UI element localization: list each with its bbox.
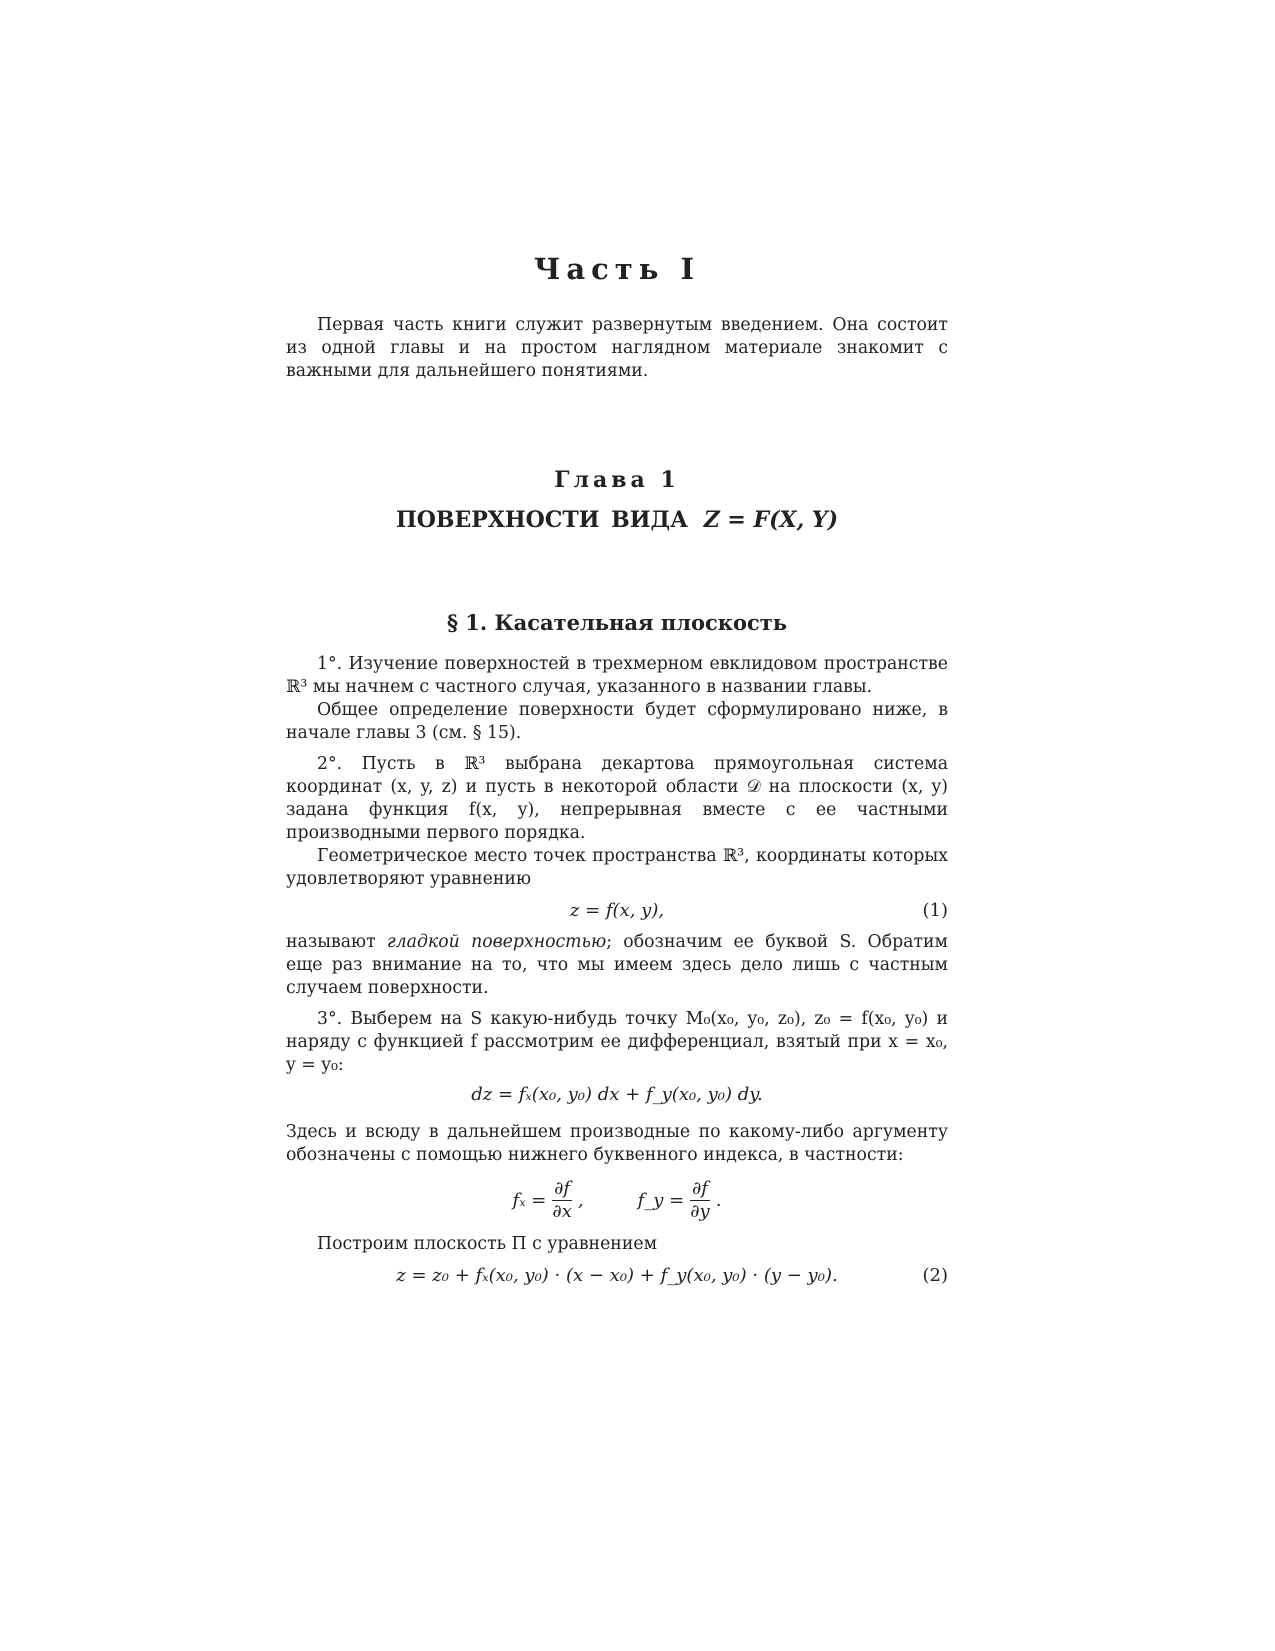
paragraph-3: 2°. Пусть в ℝ³ выбрана декартова прямоугольная система координат (x, y, z) и пусть в некоторой области 𝒟 на плоскости (x, y) задана функция f(x, y), непрерывная вместе с ее частными производными первого порядка. (286, 754, 948, 843)
part-title: Часть I (533, 252, 701, 286)
chapter-label: Глава 1 (554, 467, 680, 493)
fy-numerator: ∂f (691, 1177, 708, 1199)
paragraph-5 (286, 931, 948, 1000)
equation-1-body: z = f(x, y), (569, 900, 665, 921)
equation-1 (286, 891, 948, 931)
fx-lhs: fₓ = (512, 1189, 547, 1211)
paragraph-7: Здесь и всюду в дальнейшем производные по какому-либо аргументу обозначены с помощью нижнего буквенного индекса, в частности: (286, 1122, 948, 1165)
paragraph-6: 3°. Выберем на S какую-нибудь точку M₀(x₀, y₀, z₀), z₀ = f(x₀, y₀) и наряду с функцией f рассмотрим ее дифференциал, взятый при x = x₀, y = y₀: (286, 1009, 948, 1075)
partial-derivative-notation (286, 1167, 948, 1233)
paragraph-1: 1°. Изучение поверхностей в трехмерном евклидовом пространстве ℝ³ мы начнем с частного случая, указанного в названии главы. (286, 654, 948, 697)
section-title: § 1. Касательная плоскость (446, 610, 788, 635)
fy-denominator: ∂y (690, 1200, 710, 1222)
paragraph-8: Построим плоскость Π с уравнением (317, 1234, 658, 1254)
equation-1-number: (1) (922, 900, 948, 921)
equation-2-body: z = z₀ + fₓ(x₀, y₀) · (x − x₀) + f_y(x₀, y₀) · (y − y₀). (396, 1265, 838, 1286)
paragraph-2: Общее определение поверхности будет сформулировано ниже, в начале главы 3 (см. § 15). (286, 700, 948, 743)
section-body (286, 653, 948, 1296)
equation-2 (286, 1256, 948, 1296)
chapter-title (286, 507, 948, 533)
part-intro: Первая часть книги служит развернутым введением. Она состоит из одной главы и на простом наглядном материале знакомит с важными для дальнейшего понятиями. (286, 315, 948, 381)
chapter-title-text: ПОВЕРХНОСТИ ВИДА (395, 507, 689, 533)
fy-fraction (688, 1178, 711, 1223)
fy-period: . (715, 1189, 722, 1211)
differential-equation: dz = fₓ(x₀, y₀) dx + f_y(x₀, y₀) dy. (471, 1084, 763, 1105)
fy-lhs: f_y = (637, 1189, 685, 1211)
fx-comma: , (577, 1189, 584, 1211)
paragraph-5-lead: называют (286, 932, 387, 952)
fx-denominator: ∂x (552, 1200, 572, 1222)
equation-2-number: (2) (922, 1265, 948, 1286)
chapter-title-formula: Z = F(X, Y) (703, 507, 839, 533)
paragraph-5-rest: ; обозначим ее буквой S. Обратим еще раз внимание на то, что мы имеем здесь дело лишь с частным случаем поверхности. (286, 932, 948, 998)
paragraph-4: Геометрическое место точек пространства ℝ³, координаты которых удовлетворяют уравнению (286, 846, 948, 889)
term-smooth-surface: гладкой поверхностью (386, 932, 607, 952)
fx-fraction (550, 1178, 573, 1223)
fx-numerator: ∂f (554, 1177, 571, 1199)
